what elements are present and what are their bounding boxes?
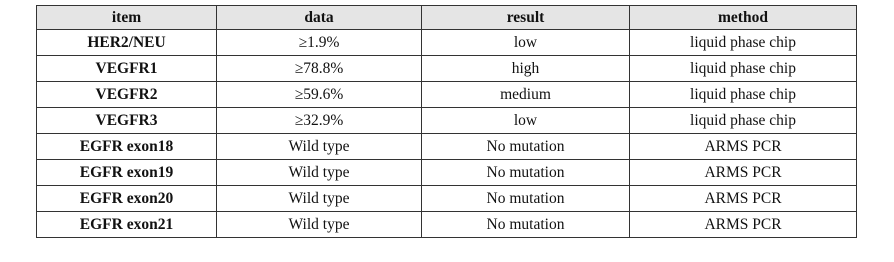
data-cell: Wild type xyxy=(217,186,422,212)
table-row xyxy=(37,108,857,134)
method-cell: liquid phase chip xyxy=(630,108,857,134)
data-cell: Wild type xyxy=(217,134,422,160)
table-body xyxy=(37,30,857,238)
result-cell: low xyxy=(422,30,630,56)
table-row xyxy=(37,82,857,108)
result-cell: No mutation xyxy=(422,186,630,212)
table-row xyxy=(37,160,857,186)
method-cell: ARMS PCR xyxy=(630,212,857,238)
method-cell: ARMS PCR xyxy=(630,134,857,160)
result-cell: high xyxy=(422,56,630,82)
item-cell: EGFR exon19 xyxy=(37,160,217,186)
header-item: item xyxy=(37,6,217,30)
result-cell: medium xyxy=(422,82,630,108)
header-result: result xyxy=(422,6,630,30)
table-row xyxy=(37,212,857,238)
table-row xyxy=(37,134,857,160)
table-row xyxy=(37,56,857,82)
result-cell: low xyxy=(422,108,630,134)
table-row xyxy=(37,186,857,212)
table-row xyxy=(37,30,857,56)
result-cell: No mutation xyxy=(422,134,630,160)
header-row xyxy=(37,6,857,30)
method-cell: ARMS PCR xyxy=(630,186,857,212)
table-header xyxy=(37,6,857,30)
item-cell: EGFR exon20 xyxy=(37,186,217,212)
data-cell: ≥59.6% xyxy=(217,82,422,108)
data-cell: ≥78.8% xyxy=(217,56,422,82)
data-cell: Wild type xyxy=(217,160,422,186)
item-cell: EGFR exon21 xyxy=(37,212,217,238)
result-cell: No mutation xyxy=(422,160,630,186)
result-cell: No mutation xyxy=(422,212,630,238)
item-cell: VEGFR3 xyxy=(37,108,217,134)
data-cell: ≥1.9% xyxy=(217,30,422,56)
item-cell: VEGFR1 xyxy=(37,56,217,82)
item-cell: VEGFR2 xyxy=(37,82,217,108)
data-cell: ≥32.9% xyxy=(217,108,422,134)
item-cell: HER2/NEU xyxy=(37,30,217,56)
data-cell: Wild type xyxy=(217,212,422,238)
method-cell: ARMS PCR xyxy=(630,160,857,186)
item-cell: EGFR exon18 xyxy=(37,134,217,160)
method-cell: liquid phase chip xyxy=(630,30,857,56)
results-table xyxy=(36,5,857,238)
method-cell: liquid phase chip xyxy=(630,56,857,82)
header-method: method xyxy=(630,6,857,30)
method-cell: liquid phase chip xyxy=(630,82,857,108)
header-data: data xyxy=(217,6,422,30)
